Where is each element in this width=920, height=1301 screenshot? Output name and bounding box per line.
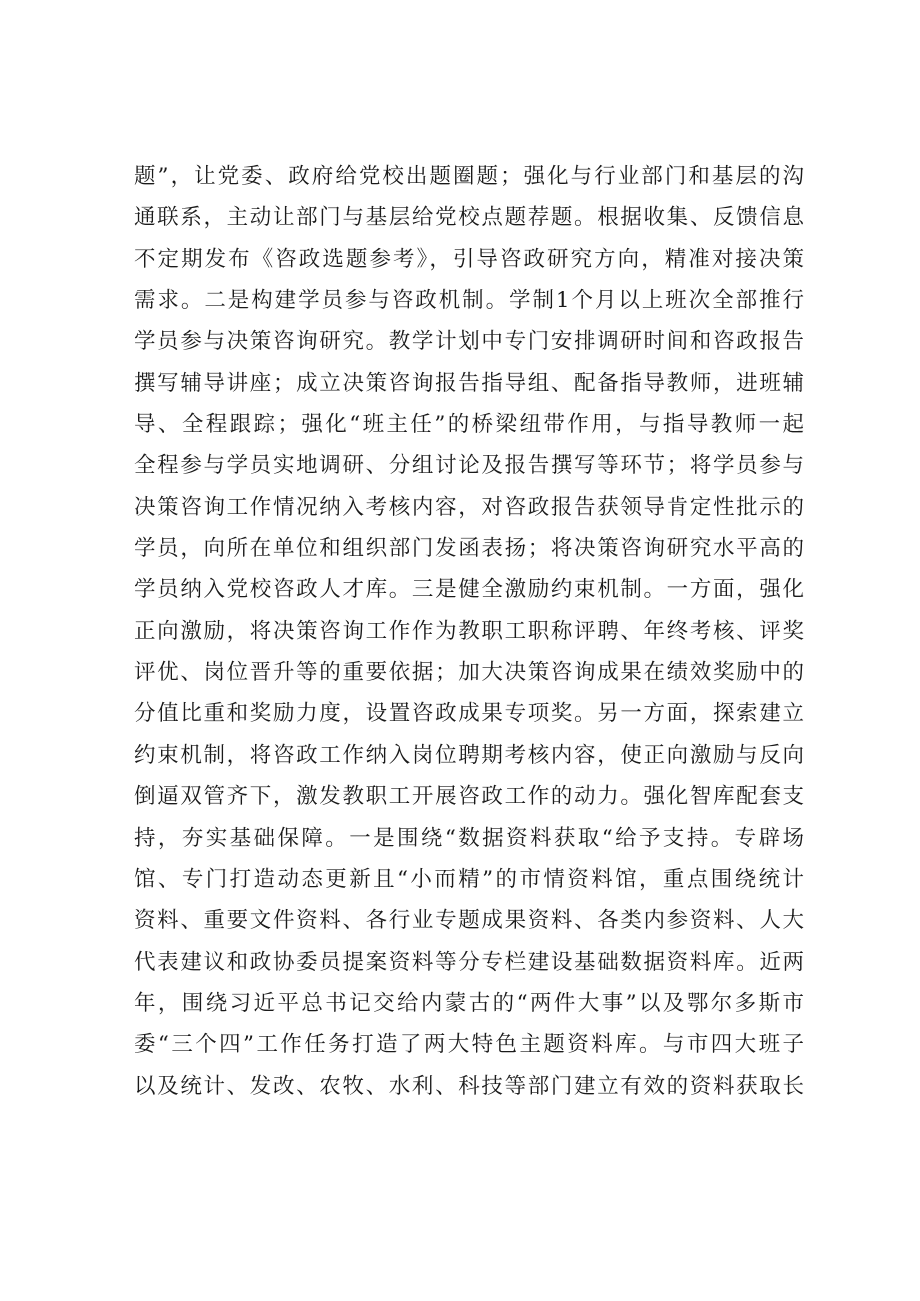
- text-line: 委“三个四”工作任务打造了两大特色主题资料库。与市四大班子: [134, 1032, 804, 1058]
- text-line: 年，围绕习近平总书记交给内蒙古的“两件大事”以及鄂尔多斯市: [134, 990, 804, 1016]
- text-line: 导、全程跟踪；强化“班主任”的桥梁纽带作用，与指导教师一起: [134, 412, 804, 438]
- text-line: 题”，让党委、政府给党校出题圈题；强化与行业部门和基层的沟: [134, 164, 804, 189]
- text-line: 代表建议和政协委员提案资料等分专栏建设基础数据资料库。近两: [134, 949, 804, 975]
- body-paragraph: [134, 156, 804, 1107]
- text-line: 不定期发布《咨政选题参考》，引导咨政研究方向，精准对接决策: [134, 246, 804, 272]
- text-line: 资料、重要文件资料、各行业专题成果资料、各类内参资料、人大: [134, 908, 804, 934]
- text-line: 学员纳入党校咨政人才库。三是健全激励约束机制。一方面，强化: [134, 577, 804, 603]
- text-line: 学员参与决策咨询研究。教学计划中专门安排调研时间和咨政报告: [134, 329, 804, 355]
- text-line: 决策咨询工作情况纳入考核内容，对咨政报告获领导肯定性批示的: [134, 494, 804, 520]
- text-line: 正向激励，将决策咨询工作作为教职工职称评聘、年终考核、评奖: [134, 618, 804, 644]
- text-line: 评优、岗位晋升等的重要依据；加大决策咨询成果在绩效奖励中的: [134, 660, 804, 686]
- text-line: 需求。二是构建学员参与咨政机制。学制1个月以上班次全部推行: [134, 288, 804, 314]
- text-line: 通联系，主动让部门与基层给党校点题荐题。根据收集、反馈信息: [134, 205, 804, 231]
- text-line: 分值比重和奖励力度，设置咨政成果专项奖。另一方面，探索建立: [134, 701, 804, 727]
- text-line: 持，夯实基础保障。一是围绕“数据资料获取“给予支持。专辟场: [134, 825, 804, 851]
- text-line: 倒逼双管齐下，激发教职工开展咨政工作的动力。强化智库配套支: [134, 784, 804, 810]
- text-line: 撰写辅导讲座；成立决策咨询报告指导组、配备指导教师，进班辅: [134, 370, 804, 396]
- text-line: 全程参与学员实地调研、分组讨论及报告撰写等环节；将学员参与: [134, 453, 804, 479]
- text-line: 约束机制，将咨政工作纳入岗位聘期考核内容，使正向激励与反向: [134, 742, 804, 768]
- text-line: 学员，向所在单位和组织部门发函表扬；将决策咨询研究水平高的: [134, 536, 804, 562]
- text-line: 以及统计、发改、农牧、水利、科技等部门建立有效的资料获取长: [134, 1073, 804, 1099]
- text-line: 馆、专门打造动态更新且“小而精”的市情资料馆，重点围绕统计: [134, 866, 804, 892]
